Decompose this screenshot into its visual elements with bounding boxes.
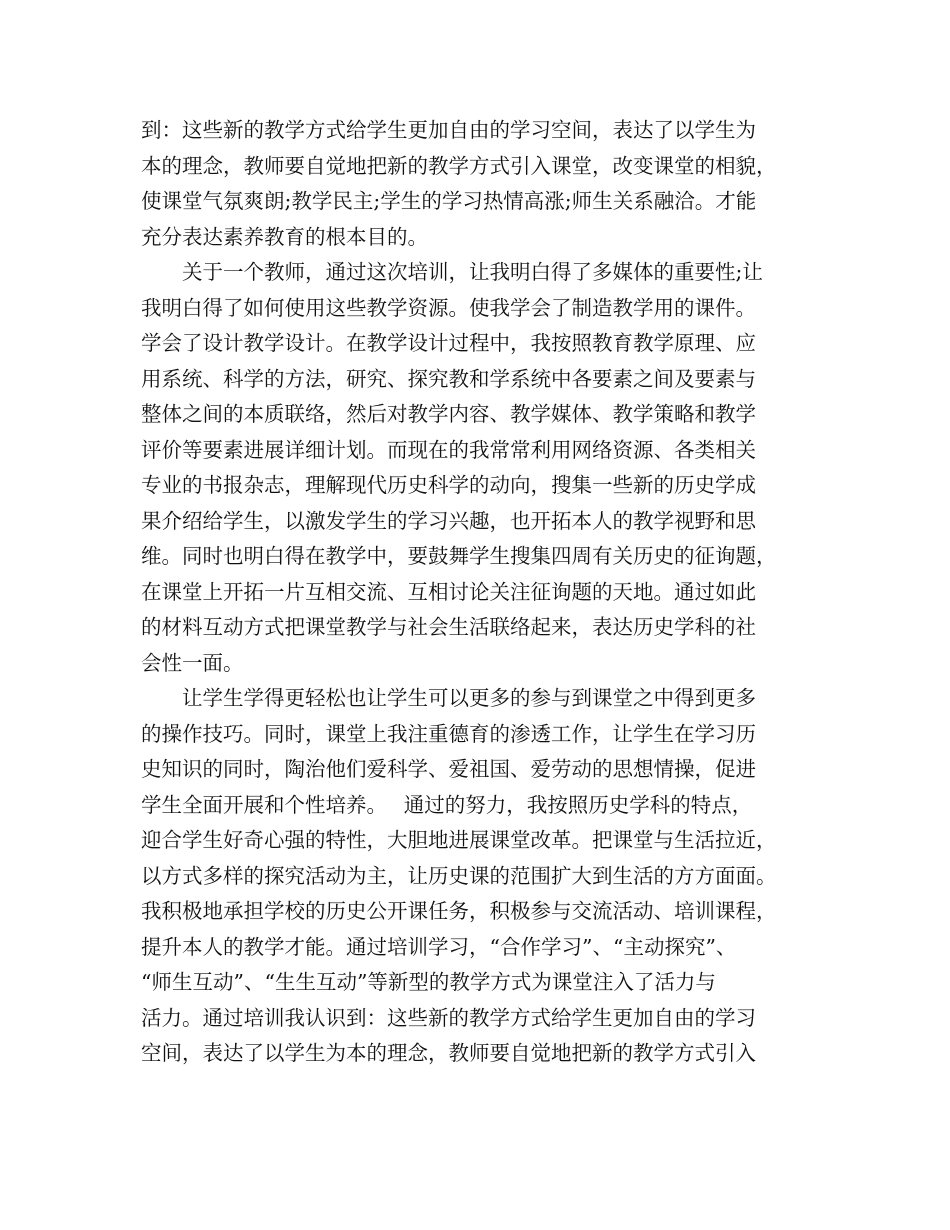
text-line: 充分表达素养教育的根本目的。	[141, 224, 428, 249]
text-line: 我积极地承担学校的历史公开课任务，积极参与交流活动、培训课程，	[141, 899, 777, 923]
text-line: “师生互动”、“生生互动”等新型的教学方式为课堂注入了活力与	[141, 970, 716, 994]
paragraph-start-line: 让学生学得更轻松也让学生可以更多的参与到课堂之中得到更多	[182, 686, 756, 710]
text-line: 到：这些新的教学方式给学生更加自由的学习空间，表达了以学生为	[141, 118, 756, 142]
text-line: 用系统、科学的方法，研究、探究教和学系统中各要素之间及要素与	[141, 366, 756, 391]
text-line: 使课堂气氛爽朗;教学民主;学生的学习热情高涨;师生关系融洽。才能	[141, 189, 757, 213]
text-line: 维。同时也明白得在教学中，要鼓舞学生搜集四周有关历史的征询题，	[141, 544, 777, 568]
text-line: 本的理念，教师要自觉地把新的教学方式引入课堂，改变课堂的相貌，	[141, 153, 777, 178]
text-line: 的材料互动方式把课堂教学与社会生活联络起来，表达历史学科的社	[141, 615, 756, 639]
text-line: 评价等要素进展详细计划。而现在的我常常利用网络资源、各类相关	[141, 437, 756, 462]
text-line: 在课堂上开拓一片互相交流、互相讨论关注征询题的天地。通过如此	[141, 579, 756, 604]
text-line: 活力。通过培训我认识到：这些新的教学方式给学生更加自由的学习	[141, 1005, 756, 1030]
text-line: 提升本人的教学才能。通过培训学习，“合作学习”、“主动探究”、	[141, 934, 737, 959]
paragraph-start-line: 关于一个教师，通过这次培训，让我明白得了多媒体的重要性;让	[182, 260, 763, 284]
text-line: 学会了设计教学设计。在教学设计过程中，我按照教育教学原理、应	[141, 331, 756, 355]
text-line: 专业的书报杂志，理解现代历史科学的动向，搜集一些新的历史学成	[141, 473, 756, 497]
text-line: 学生全面开展和个性培养。 通过的努力，我按照历史学科的特点，	[141, 792, 753, 817]
body-text	[141, 113, 831, 1072]
text-line: 整体之间的本质联络，然后对教学内容、教学媒体、教学策略和教学	[141, 402, 756, 426]
text-line: 史知识的同时，陶治他们爱科学、爱祖国、爱劳动的思想情操，促进	[141, 757, 756, 781]
text-line: 迎合学生好奇心强的特性，大胆地进展课堂改革。把课堂与生活拉近，	[141, 828, 777, 852]
text-line: 以方式多样的探究活动为主，让历史课的范围扩大到生活的方方面面。	[141, 863, 777, 888]
text-line: 空间，表达了以学生为本的理念，教师要自觉地把新的教学方式引入	[141, 1041, 756, 1065]
text-line: 的操作技巧。同时，课堂上我注重德育的渗透工作，让学生在学习历	[141, 721, 756, 746]
text-line: 我明白得了如何使用这些教学资源。使我学会了制造教学用的课件。	[141, 295, 756, 320]
text-line: 果介绍给学生，以激发学生的学习兴趣，也开拓本人的教学视野和思	[141, 508, 756, 533]
text-line: 会性一面。	[141, 650, 244, 675]
